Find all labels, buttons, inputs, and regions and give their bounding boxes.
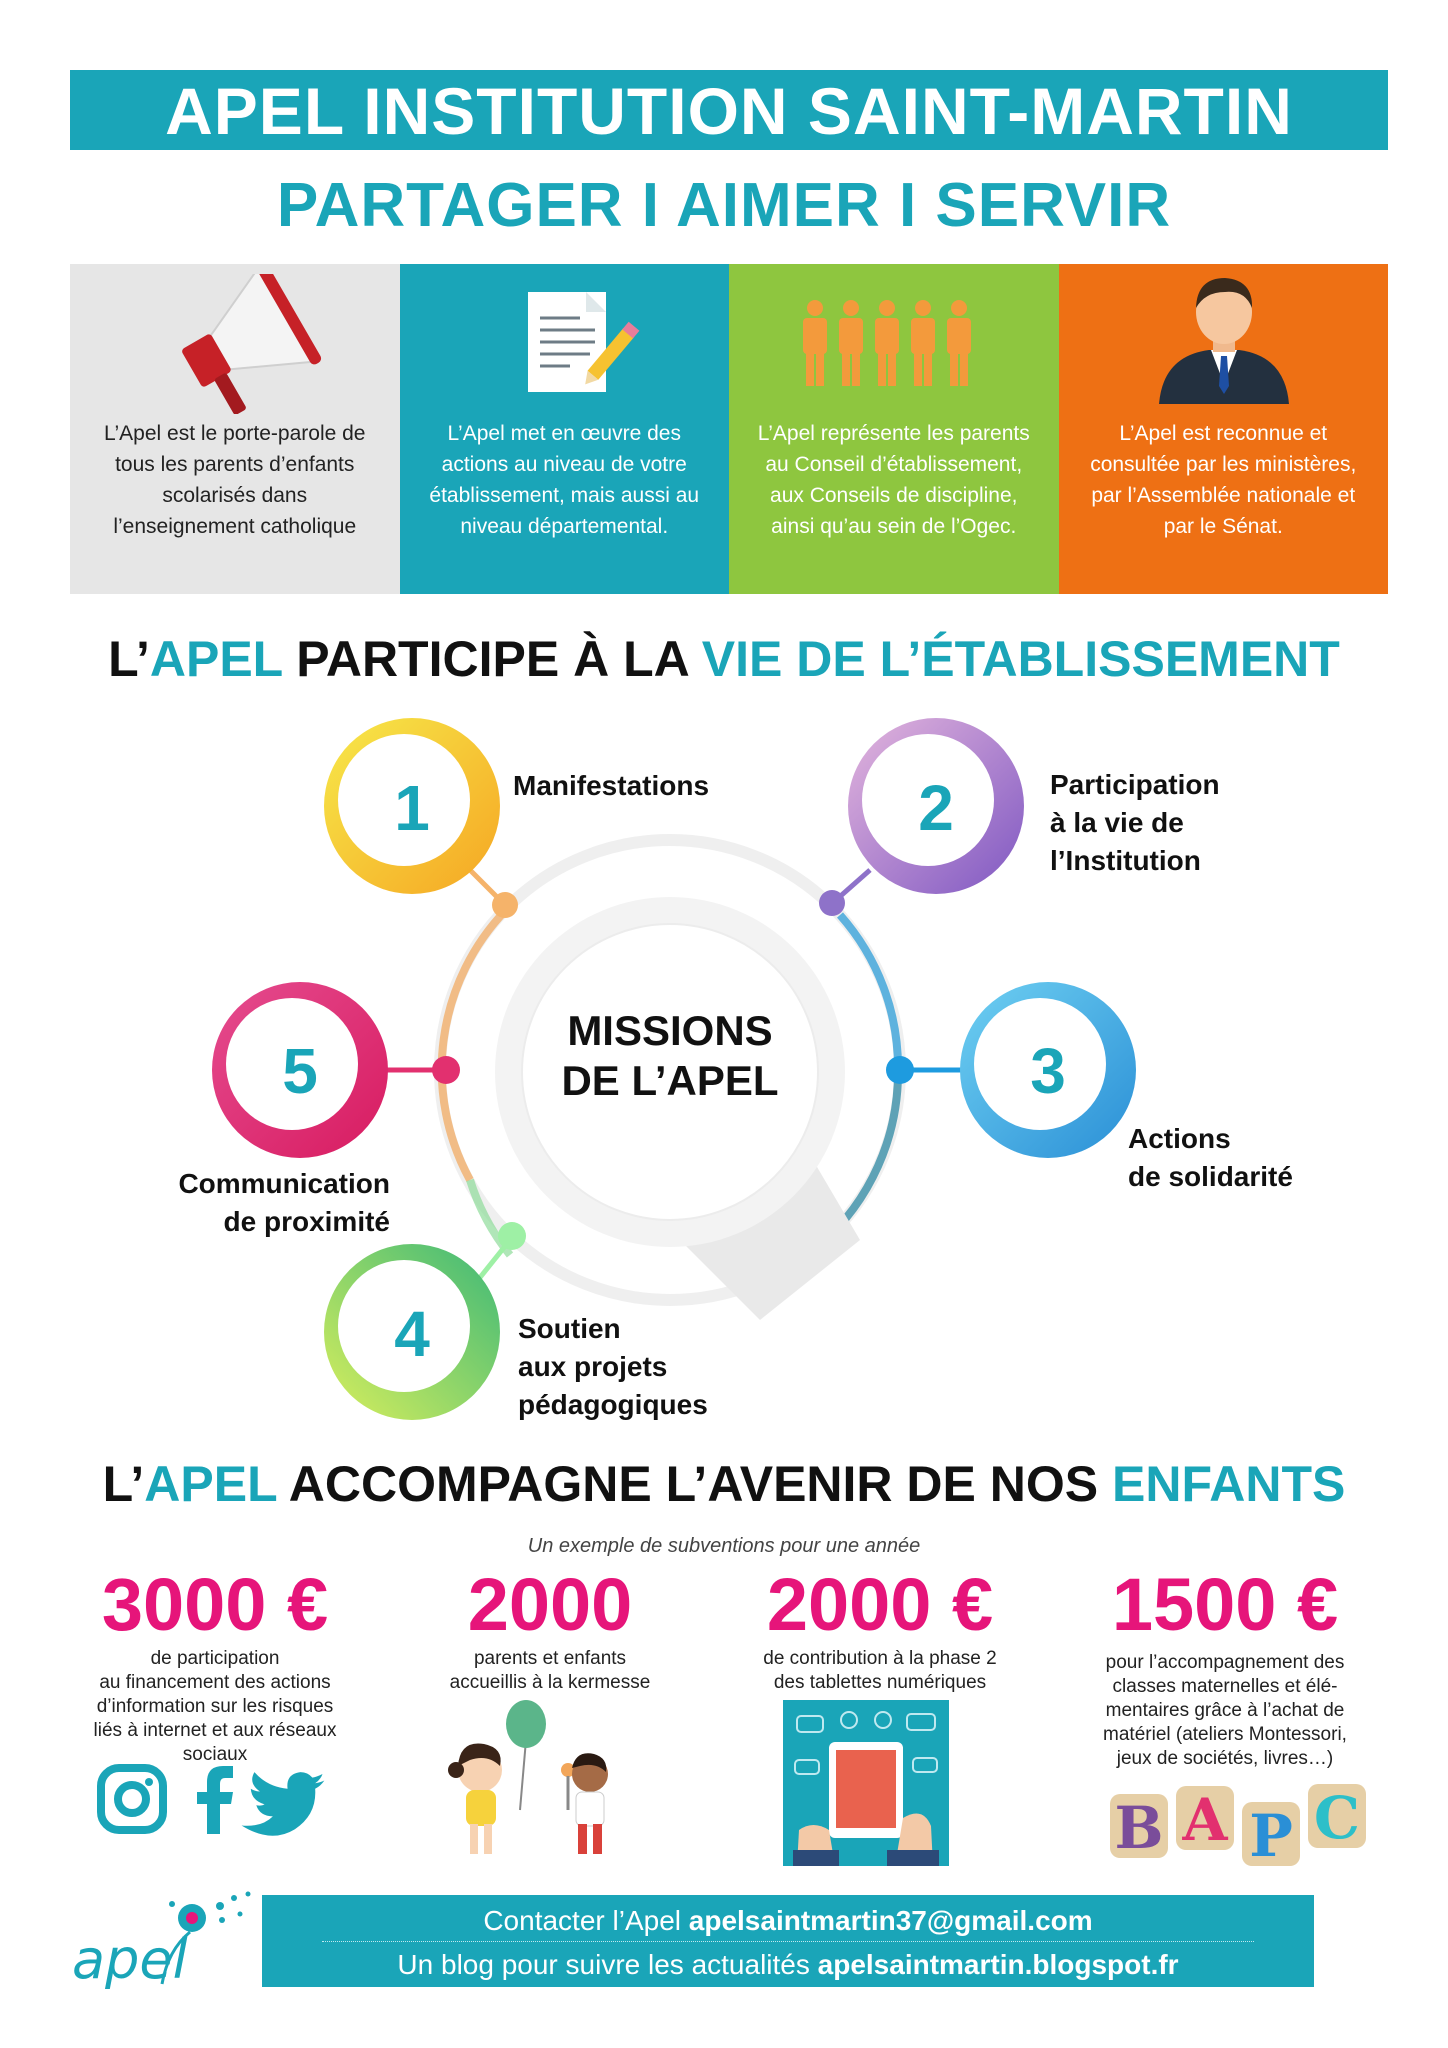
stat-value: 2000 [467,1563,633,1646]
title-part: ENFANTS [1112,1456,1346,1512]
mission-label-1 [513,767,709,805]
mission-label-2 [1050,766,1220,880]
block-letter: P [1249,1802,1293,1870]
subsidy-example-caption: Un exemple de subventions pour une année [527,1535,921,1557]
stat-1 [50,1562,380,1767]
stat-3 [715,1562,1045,1695]
title-part: PARTICIPE À LA [282,631,702,687]
contact-label: Contacter l’Apel [483,1905,689,1936]
document-pencil-icon [400,274,730,414]
blog-url-link[interactable]: apelsaintmartin.blogspot.fr [817,1949,1179,1980]
connector-dot-1 [492,892,518,918]
title-part: L’ [108,631,150,687]
connector-dot-4 [498,1222,526,1250]
panel-actions [400,264,730,594]
panel-text: L’Apel représente les parents au Conseil d’établissement, aux Conseils de discipline, ainsi qu’au sein de l’Ogec. [757,422,1030,538]
label-line: à la vie de [1050,807,1184,838]
megaphone-icon [70,274,400,414]
label-line: aux projets [518,1351,668,1382]
divider [322,1941,1254,1942]
title-part: APEL [144,1456,277,1512]
panel-representation [729,264,1059,594]
mission-number: 2 [918,772,954,844]
kids-illustration [440,1700,630,1860]
instagram-icon [101,1768,163,1830]
label-line: Participation [1050,769,1220,800]
section-title-future [0,1455,1448,1513]
social-icons [95,1762,345,1838]
mission-circle-5 [212,982,388,1158]
desc-line: matériel (ateliers Montessori, [1103,1724,1347,1745]
mission-circle-2 [848,718,1024,894]
tablet-illustration [783,1700,949,1866]
stat-desc [50,1647,380,1767]
title-part: ACCOMPAGNE L’AVENIR DE NOS [276,1456,1113,1512]
label-line: pédagogiques [518,1389,708,1420]
desc-line: mentaires grâce à l’achat de [1105,1700,1345,1721]
desc-line: sociaux [182,1744,248,1765]
mission-number: 3 [1030,1035,1066,1107]
mission-number: 4 [394,1298,430,1370]
center-label-line1: MISSIONS [567,1007,773,1054]
title-part: APEL [149,631,283,687]
blog-label: Un blog pour suivre les actualités [397,1949,818,1980]
label-line: de proximité [223,1206,390,1237]
stat-value: 1500 € [1111,1563,1339,1646]
businessman-icon [1059,274,1389,414]
letter-blocks-illustration [1100,1780,1380,1880]
panel-spokesperson [70,264,400,594]
mission-circle-1 [324,718,500,894]
desc-line: parents et enfants [473,1648,627,1669]
stat-2 [400,1562,700,1695]
contact-bar [262,1895,1314,1987]
blog-line [262,1949,1314,1981]
info-panels [70,264,1388,594]
mission-label-5 [120,1165,390,1241]
contact-email-link[interactable]: apelsaintmartin37@gmail.com [688,1905,1093,1936]
panel-text: L’Apel met en œuvre des actions au niveau de votre établissement, mais aussi au niveau départemental. [429,422,700,538]
desc-line: accueillis à la kermesse [449,1672,651,1693]
connector-dot-3 [886,1056,914,1084]
mission-circle-4 [324,1244,500,1420]
desc-line: de participation [150,1648,280,1669]
mission-label-4 [518,1310,708,1424]
label-line: l’Institution [1050,845,1201,876]
desc-line: classes maternelles et élé- [1112,1676,1338,1697]
stat-4 [1075,1562,1375,1771]
ring-arc [442,910,506,1180]
desc-line: au financement des actions [99,1672,331,1693]
motto: PARTAGER I AIMER I SERVIR [276,171,1172,240]
contact-line [262,1905,1314,1937]
desc-line: de contribution à la phase 2 [763,1648,997,1669]
block-letter: C [1313,1784,1361,1852]
label-line: Communication [178,1168,390,1199]
mission-number: 5 [282,1035,318,1107]
section-title-participation [0,630,1448,688]
desc-line: pour l’accompagnement des [1105,1652,1345,1673]
title-part: VIE DE L’ÉTABLISSEMENT [701,631,1340,687]
label-line: de solidarité [1128,1161,1293,1192]
people-icon [729,274,1059,414]
title-part: L’ [102,1456,145,1512]
stat-desc [400,1647,700,1695]
stat-desc [715,1647,1045,1695]
label-line: Actions [1128,1123,1231,1154]
stat-value: 3000 € [101,1563,329,1646]
ring-arc [840,915,898,1070]
apel-logo [72,1888,262,1998]
connector-dot-2 [819,890,845,916]
panel-text: L’Apel est reconnue et consultée par les ministères, par l’Assemblée nationale et par le Sénat. [1090,422,1357,538]
mission-label-3 [1128,1120,1293,1196]
connector-dot-5 [432,1056,460,1084]
stat-desc [1075,1651,1375,1771]
page-title: APEL INSTITUTION SAINT-MARTIN [70,70,1388,150]
logo-text: apel [72,1928,188,1991]
desc-line: des tablettes numériques [773,1672,987,1693]
mission-number: 1 [394,772,430,844]
block-letter: A [1182,1786,1228,1854]
panel-text: L’Apel est le porte-parole de tous les parents d’enfants scolarisés dans l’enseignement catholique [103,422,366,538]
mission-circle-3 [960,982,1136,1158]
desc-line: jeux de sociétés, livres…) [1116,1748,1334,1769]
center-label-line2: DE L’APEL [561,1057,779,1104]
facebook-icon [197,1766,233,1834]
label-line: Soutien [518,1313,621,1344]
twitter-icon [242,1772,325,1836]
label-line: Manifestations [513,770,710,801]
stat-value: 2000 € [766,1563,994,1646]
desc-line: liés à internet et aux réseaux [93,1720,337,1741]
desc-line: d’information sur les risques [96,1696,334,1717]
missions-diagram [0,700,1448,1440]
panel-recognition [1059,264,1389,594]
block-letter: B [1114,1794,1164,1862]
